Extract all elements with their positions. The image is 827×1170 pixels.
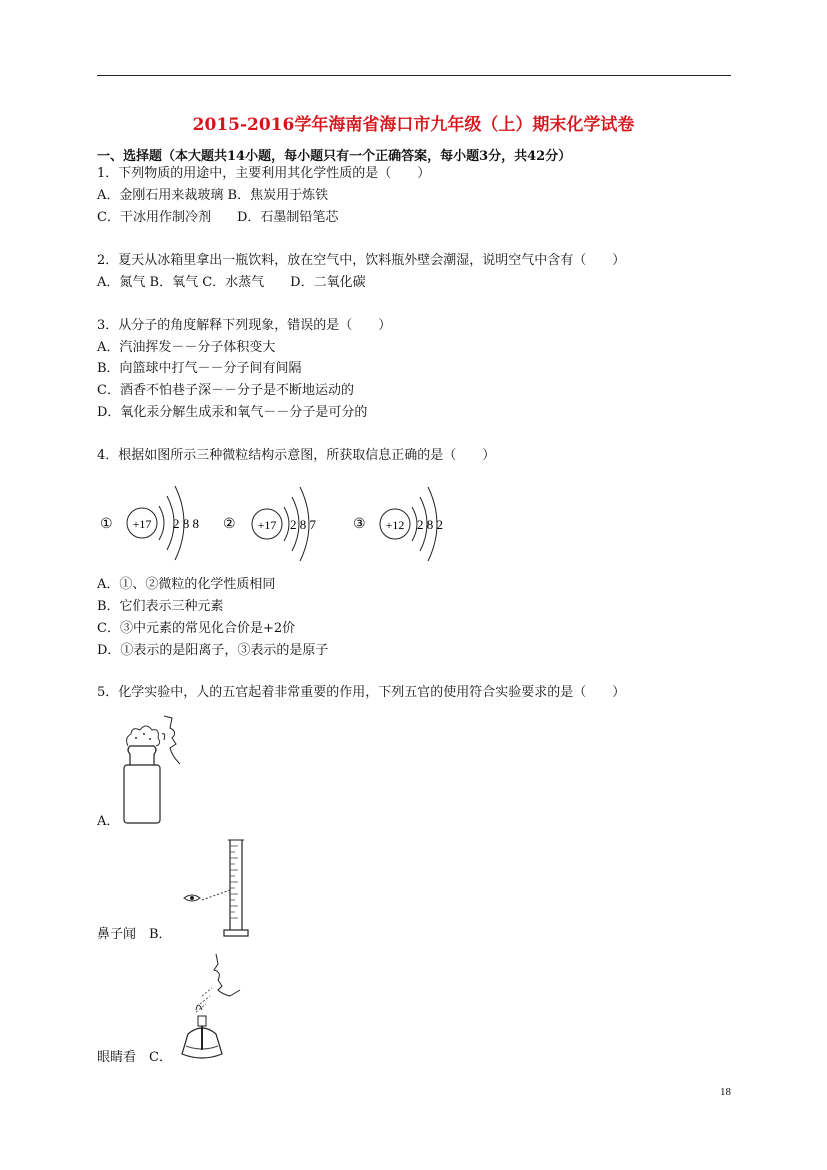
q2-options: A．氮气 B．氧气 C．水蒸气 D．二氧化碳 <box>97 275 366 290</box>
q4-option-d: D．①表示的是阳离子，③表示的是原子 <box>97 643 329 658</box>
q5-option-c-label: 眼睛看 C． <box>97 1050 172 1065</box>
page-number: 18 <box>720 1086 731 1098</box>
particle-2 <box>223 487 317 561</box>
q2-stem: 2．夏天从冰箱里拿出一瓶饮料，放在空气中，饮料瓶外壁会潮湿，说明空气中含有（ ） <box>97 253 626 268</box>
header-rule <box>97 75 731 76</box>
q5-stem: 5．化学实验中，人的五官起着非常重要的作用，下列五官的使用符合实验要求的是（ ） <box>97 685 626 700</box>
q5-option-a-label: A． <box>97 814 120 829</box>
q4-option-a: A．①、②微粒的化学性质相同 <box>97 577 276 592</box>
q4-option-c: C．③中元素的常见化合价是+2价 <box>97 621 296 636</box>
particle-2-label: ② <box>223 517 236 532</box>
page-title: 2015-2016学年海南省海口市九年级（上）期末化学试卷 <box>192 115 635 135</box>
alcohol-lamp-figure <box>178 950 258 1066</box>
graduated-cylinder-figure <box>180 836 270 942</box>
particle-3 <box>353 487 443 561</box>
particle-1-shells: 2 8 8 <box>173 516 199 531</box>
q3-option-b: B．向篮球中打气－－分子间有间隔 <box>97 361 302 376</box>
q4-stem: 4．根据如图所示三种微粒结构示意图，所获取信息正确的是（ ） <box>97 448 496 463</box>
q1-options-ab: A．金刚石用来裁玻璃 B．焦炭用于炼铁 <box>97 188 329 203</box>
q4-option-b: B．它们表示三种元素 <box>97 599 224 614</box>
particle-2-shells: 2 8 7 <box>290 517 316 532</box>
section-heading: 一、选择题（本大题共14小题，每小题只有一个正确答案，每小题3分，共42分） <box>97 149 572 164</box>
q3-option-d: D．氧化汞分解生成汞和氧气－－分子是可分的 <box>97 405 368 420</box>
particle-2-nucleus: +17 <box>257 518 277 532</box>
particle-3-label: ③ <box>353 517 366 532</box>
particle-3-nucleus: +12 <box>385 518 405 532</box>
q5-option-b-label: 鼻子闻 B． <box>97 927 172 942</box>
atomic-structure-diagrams <box>97 478 477 568</box>
q3-stem: 3．从分子的角度解释下列现象，错误的是（ ） <box>97 318 392 333</box>
particle-1-nucleus: +17 <box>132 517 152 531</box>
particle-1-label: ① <box>100 517 113 532</box>
q3-option-a: A．汽油挥发－－分子体积变大 <box>97 340 276 355</box>
q1-stem: 1．下列物质的用途中，主要利用其化学性质的是（ ） <box>97 166 431 181</box>
q1-options-cd: C．干冰用作制冷剂 D．石墨制铅笔芯 <box>97 210 339 225</box>
q3-option-c: C．酒香不怕巷子深－－分子是不断地运动的 <box>97 383 354 398</box>
smelling-bottle-figure <box>118 710 198 830</box>
particle-1 <box>100 486 199 560</box>
particle-3-shells: 2 8 2 <box>417 517 443 532</box>
